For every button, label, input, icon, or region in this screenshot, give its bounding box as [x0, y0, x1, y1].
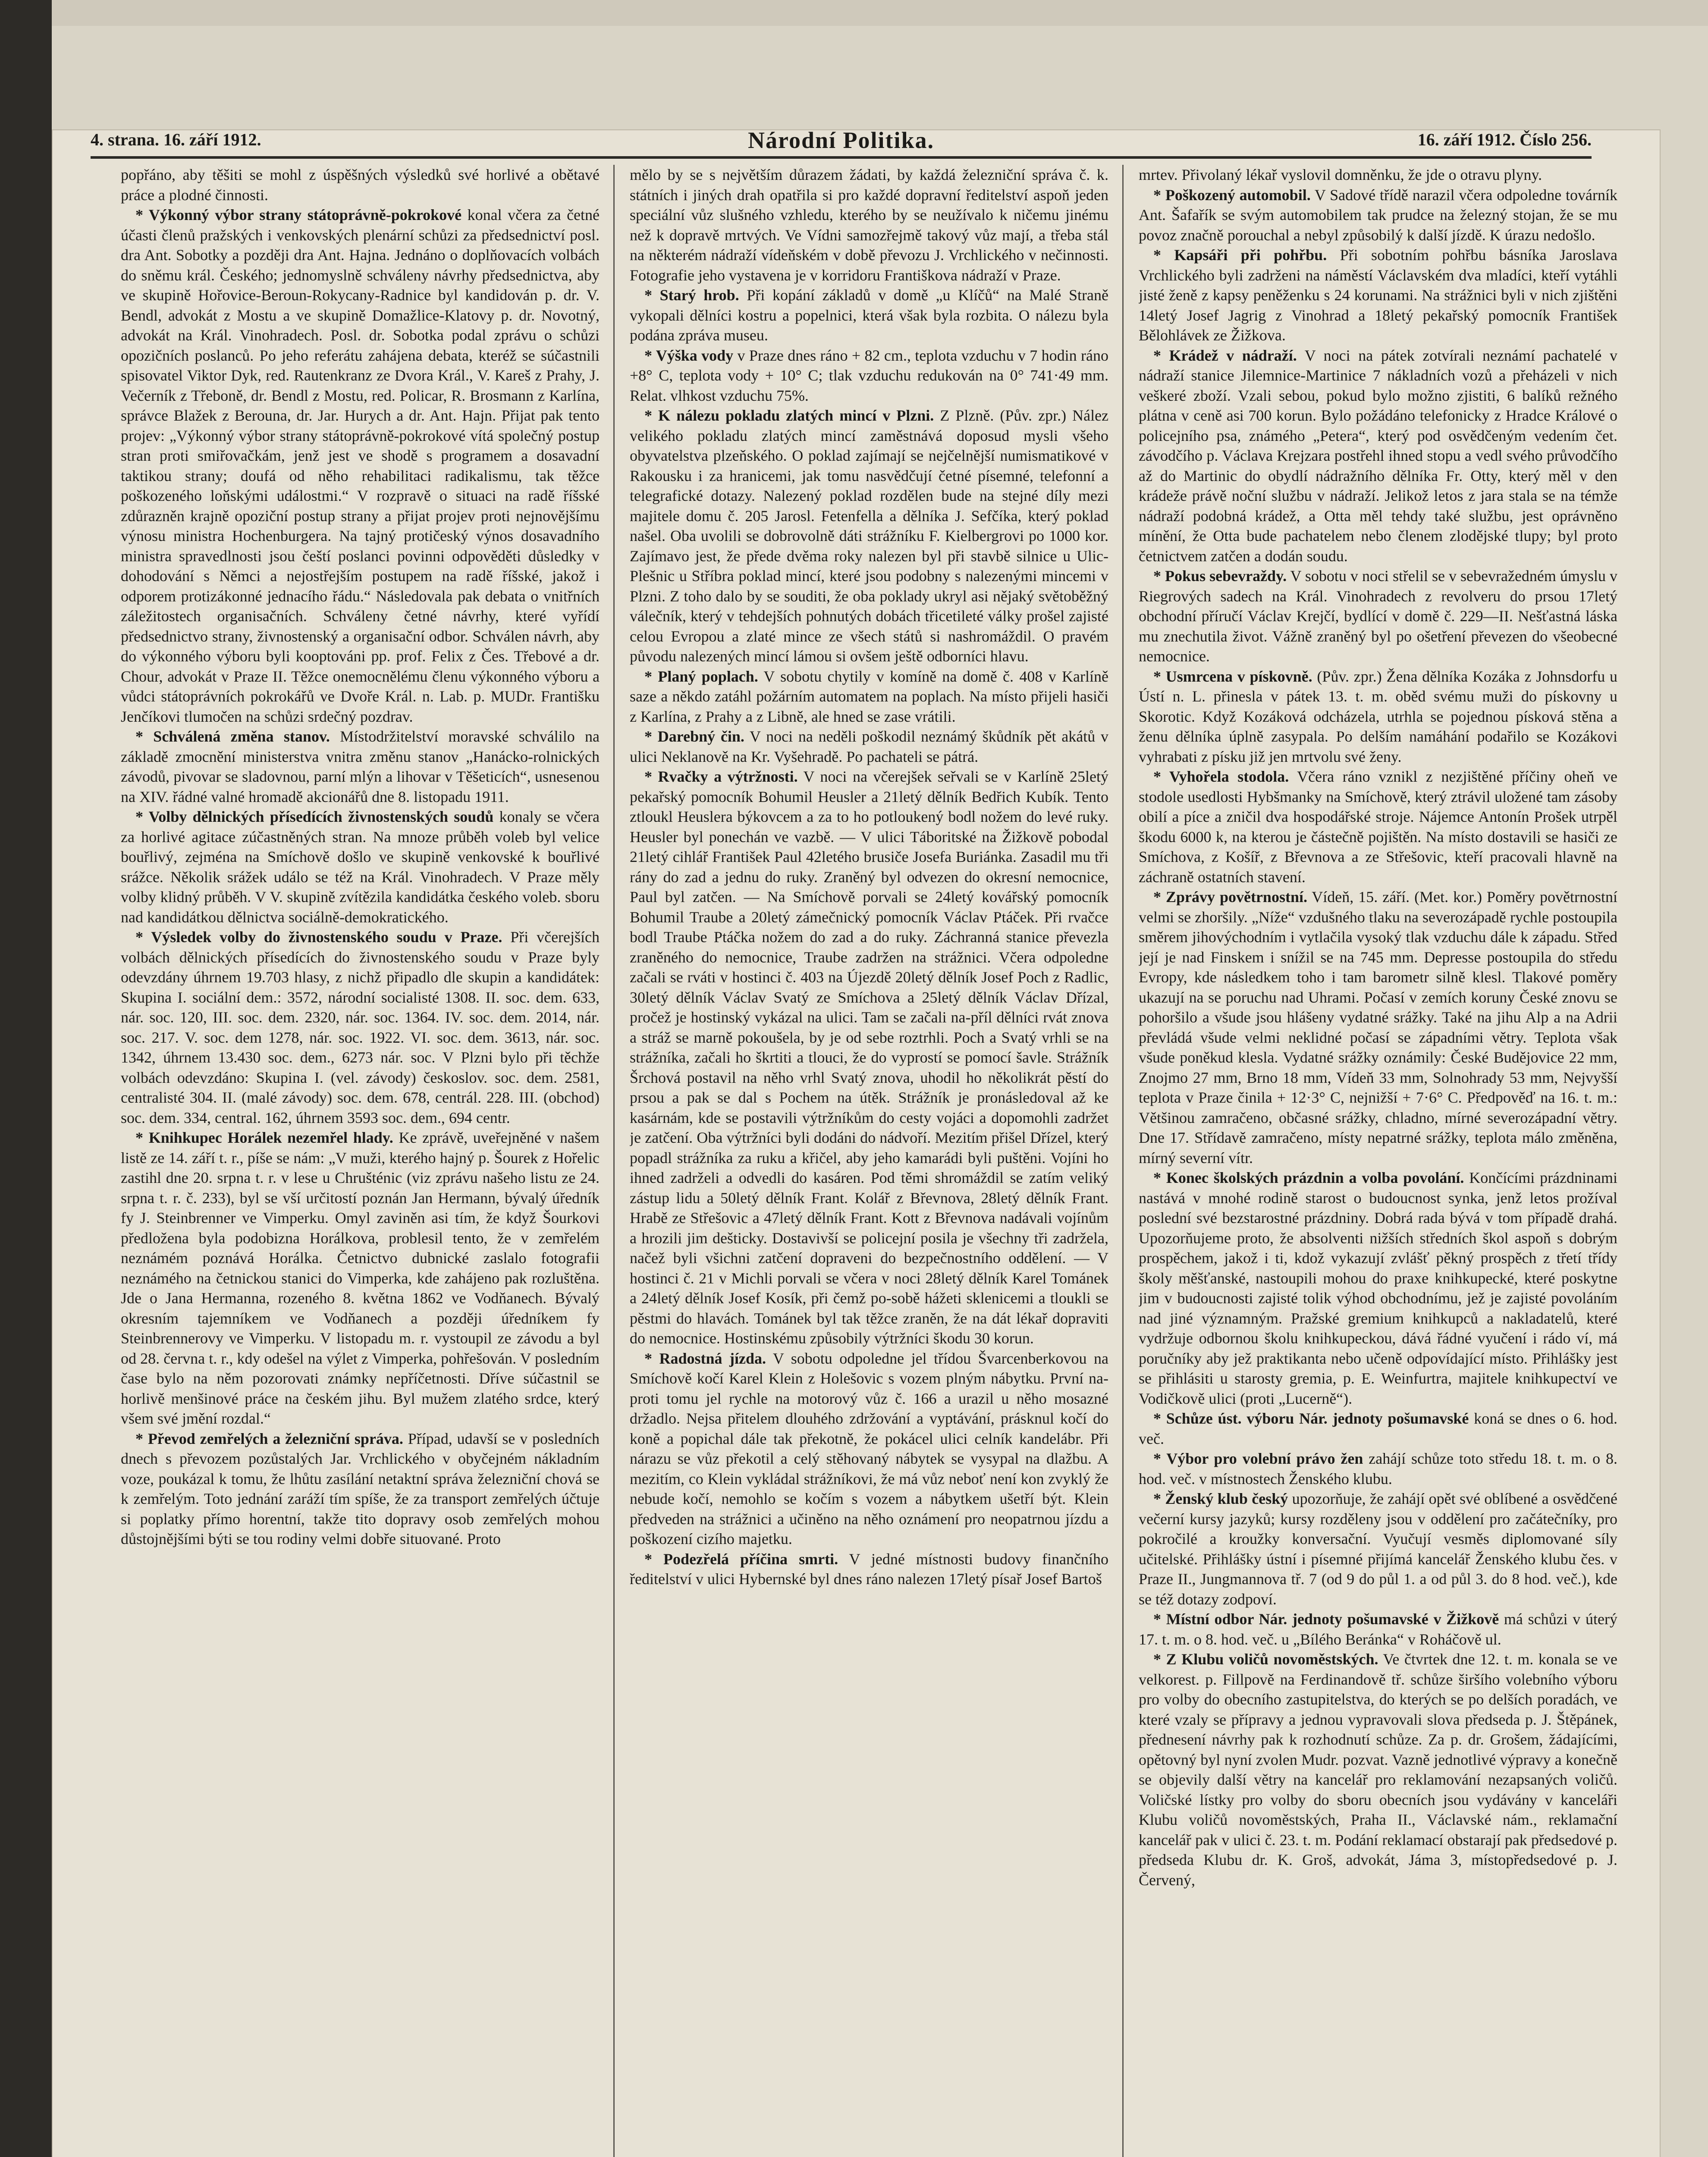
article-heading: * Knihkupec Horálek nezemřel hlady.: [135, 1129, 393, 1146]
article-body: Místodržitelství moravské schválilo na základě zmocnění ministerstva vnitra změnu stanov „Hanácko-rolnických závodů, pivovar se sladovnou, parní mlýn a lihovar v Těšeticích“, usnesenou na XIV. řádné valné hromadě akcionářů dne 8. listopadu 1911.: [121, 728, 600, 805]
article-body: (Pův. zpr.) Žena dělníka Kozáka z Johnsdorfu u Ústí n. L. přinesla v pátek 13. t. m. oběd svému muži do pískovny u Skorotic. Když Kozáková odcházela, utrhla se pojednou písková stěna a ženu dělníka úplně zasypala. Po delším namáhání podařilo se Kozákovi vyhrabati z písku již jen mrtvolu své ženy.: [1139, 667, 1617, 765]
article-heading: * Schůze úst. výboru Nár. jednoty pošumavské: [1153, 1410, 1469, 1427]
scan-margin-top: [0, 0, 1708, 26]
article-body: konal včera za četné účasti členů pražských i venkovských plenární schůzi za předsednictví posl. dra Ant. Sobotky a později dra Ant. Hajna. Jednáno o doplňovacích volbách do sněmu král. Českého; jednomyslně schváleny návrhy předsednictva, aby ve skupině Hořovice-Beroun-Rokycany-Radnice byl kandidován p. dr. V. Bendl, advokát z Mostu a ve skupině Domažlice-Klatovy p. dr. Novotný, advokát na Král. Vinohradech. Posl. dr. Sobotka podal zprávu o schůzi opozičních poslanců. Po jeho referátu zahájena debata, kteréž se súčastnili spisovatel Viktor Dyk, red. Rautenkranz ze Dvora Král., V. Kareš z Prahy, J. Večerník z Třeboně, dr. Bendl z Mostu, red. Policar, R. Brosmann z Karlína, správce Blažek z Berouna, dr. Jar. Hurych a dr. Ant. Hajn. Přijat pak tento projev: „Výkonný výbor strany státoprávně-pokrokové vítá společný postup stran proti smiřovačkám, jenž jest ve shodě s programem a dosavadní taktikou strany; doufá od něho rehabilitaci radikalismu, tak těžce poškozeného loňskými událostmi.“ V rozpravě o situaci na radě říšské zdůrazněn krajně opoziční postup strany a přijat projev proti nejnovějšímu výnosu ministra Hochenburgera. Na tajný protičeský výnos dosavadního ministra spravedlnosti jsou čeští poslanci povinni odpověděti důsledky v dohodování s Němci a nejostřejším postupem na radě říšské, jakož i odporem protizákonné jednacího řádu.“ Následovala pak debata o vnitřních záležitostech organisačních. Schváleny četné návrhy, které vyřídí předsednictvo strany, živnostenský a organisační odbor. Schválen návrh, aby do výkonného výboru byli kooptováni pp. prof. Felix z Čes. Třebové a dr. Chour, advokát v Praze II. Těžce onemocnělému členu výkonného výboru a vůdci státoprávních pokrokářů ve Dvoře Král. n. Lab. p. MUDr. Františku Jenčíkovi tlumočen na schůzi srdečný pozdrav.: [121, 206, 600, 725]
column-rule: [1122, 165, 1124, 2157]
article: [630, 767, 1108, 1349]
article: [1139, 346, 1617, 566]
article-body: Končícími prázdninami nastává v mnohé rodině starost o budoucnost synka, jenž letos prožíval poslední své bezstarostné prázdniny. Dobrá rada bývá v tom případě drahá. Upozorňujeme proto, že absolventi nižších středních škol aspoň s dobrým prospěchem, jakož i ti, kdož vykazují zvlášť pěkný prospěch z třetí třídy školy měšťanské, nastoupili mohou do praxe knihkupecké, které poskytne jim v budoucnosti zajisté tolik výhod obchodnímu, jež je zajisté povoláním nad jiné významným. Pražské gremium knihkupců a nakladatelů, které vydržuje odbornou školu knihkupeckou, dává řádné vyučení i rádo ví, má poručníky aby jež praktikanta nebo učeně odpovídající místo. Přihlášky jest se přihlásiti u starosty gremia, p. E. Weinfurtra, majitele knihkupectví ve Vodičkově ulici (proti „Lucerně“).: [1139, 1169, 1617, 1407]
article-body: koná se dnes o 6. hod. več.: [1139, 1410, 1617, 1447]
masthead: Národní Politika.: [747, 127, 935, 153]
article-heading: * Planý poplach.: [644, 667, 758, 685]
article-body: V noci na včerejšek seřvali se v Karlíně 25letý pekařský pomocník Bohumil Heusler a 21letý dělník Bedřich Kubík. Tento ztloukl Heuslera býkovcem a za to ho potloukený bodl nožem do levé ruky. Heusler byl ponechán ve vazbě. — V ulici Táboritské na Žižkově pobodal 21letý cihlář František Paul 42letého brusiče Josefa Buriánka. Zasadil mu tři rány do zad a jednu do ruky. Zraněný byl odvezen do okresní nemocnice, Paul byl zatčen. — Na Smíchově porvali se 24letý kovářský pomocník Bohumil Traube a 20letý zámečnický pomocník Václav Ptáček. Při rvačce bodl Traube Ptáčka nožem do zad a do ruky. Záchranná stanice převezla zraněného do nemocnice, Traube zadržen na strážnici. Včera odpoledne začali se rváti v hostinci č. 403 na Újezdě 20letý dělník Josef Poch z Radlic, 30letý dělník Václav Svatý ze Smíchova a 25letý dělník Václav Dřízal, pročež je hostinský vykázal na ulici. Tam se začali na-příl dělníci rvát znova a stráž se marně pokoušela, by je od sebe roztrhli. Poch a Svatý vrhli se na strážníka, začali ho škrtiti a tlouci, že do vyprostí se pomocí šavle. Strážník Šrchová postavil na něho vrhl Svatý znova, uhodil ho několikrát pěstí do prsou a pak se dal s Pochem na útěk. Strážník je pronásledoval až ke kasárnám, kde se postavili výtržníkům do cesty vojáci a dopomohli zadržet je zatčení. Oba výtržníci byli dodáni do nádvoří. Mezitím přišel Dřízel, který popadl strážníka za ruku a křičel, aby jeho kamarádi byli puštěni. Vojíni ho ihned zadrželi a odvedli do kasáren. Pod těmi shromáždil se zatím veliký zástup lidu a 50letý dělník Frant. Kolář z Břevnova, 28letý dělník Frant. Hrabě ze Střešovic a 47letý dělník Frant. Kott z Břevnova nadávali vojínům a hrozili jim dešticky. Dostavivší se policejní posila je všechny tři zadržela, načež byli všichni zatčení dopraveni do bezpečnostního oddělení. — V hostinci č. 21 v Michli porvali se včera v noci 28letý dělník Karel Tománek a 24letý dělník Josef Kosík, při čemž po-sobě hážeti sklenicemi a tloukli se pěstmi do hlavách. Tománek byl tak těžce zraněn, že na dát lékař dopraviti do nemocnice. Hostinskému způsobily výtržníci škodu 30 korun.: [630, 768, 1108, 1347]
article-body: upozorňuje, že zahájí opět své oblíbené a osvědčené večerní kursy jazyků; kursy rozděleny jsou v oddělení pro začátečníky, pro pokročilé a kroužky konversační. Vyučují vesměs diplomované síly učitelské. Přihlášky ústní i písemné přijímá kancelář Ženského klubu čes. v Praze II., Jungmannova tř. 7 (od 9 do půl 1. a od půl 3. do 8 hod. več.), kde se též dotazy zodpoví.: [1139, 1490, 1617, 1608]
article: [1139, 1649, 1617, 1890]
article: [121, 807, 600, 927]
article: [630, 726, 1108, 767]
article-body: Včera ráno vznikl z nezjištěné příčiny oheň ve stodole usedlosti Hybšmanky na Smíchově, který ztrávil uložené tam zásoby obilí a píce a zničil dva hospodářské stroje. Nájemce Antonín Prošek utrpěl škodu 6000 k, na kterou je částečně pojištěn. Na místo dostavili se hasiči ze Smíchova, z Košíř, z Břevnova a ze Střešovic, kteří pracovali hlavně na záchraně ostatních stavení.: [1139, 768, 1617, 886]
paragraph: mělo by se s největším důrazem žádati, by každá železniční správa č. k. státních i jiných drah opatřila si pro každé dopravní ředitelství aspoň jeden speciální vůz slušného vzhledu, kterého by se neužívalo k ničemu jinému než k dopravě mrtvých. Ve Vídni samozřejmě takový vůz mají, a třeba stál na některém nádraží vídeňském v době převozu J. Vrchlického v nečinnosti. Fotografie jeho vystavena je v korridoru Františkova nádraží v Praze.: [630, 166, 1108, 284]
article-body: Vídeň, 15. září. (Met. kor.) Poměry povětrnostní velmi se zhoršily. „Níže“ vzdušného tlaku na severozápadě rychle postoupila směrem jihovýchodním i vytlačila vysoký tlak vzduchu dále k západu. Střed její je nad Finskem i snížil se na 745 mm. Depresse postoupila do středu Evropy, kde následkem toho i tam barometr silně klesl. Tlakové poměry ukazují na se poruchu nad Uhrami. Počasí v zemích koruny České znovu se pohoršilo a všude jsou hlášeny vydatné srážky. Také na jihu Alp a na Adrii převládá všude velmi neklidné počasí se západními větry. Teplota však všude poněkud klesla. Vydatné srážky oznámily: České Budějovice 22 mm, Znojmo 27 mm, Brno 18 mm, Vídeň 33 mm, Solnohrady 53 mm, Nejvyšší teplota v Praze činila + 12·3° C, nejnižší + 7·6° C. Předpověď na 16. t. m.: Většinou zamračeno, občasné srážky, chladno, mírné severozápadní větry. Dne 17. Střídavě zamračeno, místy nepatrné srážky, teplota málo změněna, mírný severní vítr.: [1139, 888, 1617, 1167]
article: [121, 1128, 600, 1429]
article: [1139, 1168, 1617, 1409]
article-heading: * Převod zemřelých a železniční správa.: [135, 1430, 403, 1447]
paragraph: popřáno, aby těšiti se mohl z úspěšných výsledků své horlivé a obětavé práce a plodné činnosti.: [121, 166, 600, 204]
article-heading: * Krádež v nádraží.: [1153, 346, 1297, 364]
article-body: V sobotu v noci střelil se v sebevražedném úmyslu v Riegrových sadech na Král. Vinohradech z revolveru do prsou 17letý obchodní příručí Václav Krejčí, bydlící v domě č. 229—II. Nešťastná láska mu znechutila život. Vážně zraněný byl po ošetření převezen do všeobecné nemocnice.: [1139, 567, 1617, 665]
article: [630, 1349, 1108, 1549]
page-header: [91, 129, 1592, 155]
article-heading: * Pokus sebevraždy.: [1153, 567, 1287, 585]
article: [630, 285, 1108, 346]
article-body: má schůzi v úterý 17. t. m. o 8. hod. več. u „Bílého Beránka“ v Roháčově ul.: [1139, 1610, 1617, 1648]
article-body: Případ, udavší se v posledních dnech s převozem pozůstalých Jar. Vrchlického v obyčejném nákladním voze, poukázal k tomu, že lhůtu zasílání netaktní správa železniční chová se k zemřelým. Toto jednání zaráží tím spíše, že za transport zemřelých účtuje si poplatky přímo horentní, takže tito dopravy osob zemřelých mohou důstojnějšími býti se tou rodiny velmi dobře situované. Proto: [121, 1430, 600, 1547]
article: [1139, 566, 1617, 667]
scan-margin-left: [0, 0, 52, 2157]
article: [121, 726, 600, 807]
article: [1139, 887, 1617, 1168]
article: [630, 667, 1108, 727]
article-body: konaly se včera za horlivé agitace zúčastněných stran. Na mnoze průběh voleb byl velice bouřlivý, zejména na Smíchově došlo ve skupině venkovské k bouřlivé srážce. Několik srážek událo se též na Král. Vinohradech. V Praze měly volby klidný průběh. V V. skupině zvítězila kandidátka českého voleb. sboru nad kandidátkou dělnictva sociálně-demokratického.: [121, 808, 600, 926]
article-heading: * Usmrcena v pískovně.: [1153, 667, 1312, 685]
article-heading: * Místní odbor Nár. jednoty pošumavské v Žižkově: [1153, 1610, 1499, 1628]
article-heading: * K nálezu pokladu zlatých mincí v Plzni.: [644, 407, 934, 424]
article-body: V Sadové třídě narazil včera odpoledne továrník Ant. Šafařík se svým automobilem tak prudce na železný stojan, že se mu povoz značně porouchal a nebyl způsobilý k další jízdě. K úrazu nedošlo.: [1139, 186, 1617, 244]
header-rule: [91, 156, 1592, 159]
article-heading: * Darebný čin.: [644, 728, 744, 745]
article-body: Z Plzně. (Pův. zpr.) Nález velikého pokladu zlatých mincí zaměstnává doposud mysli všeho obyvatelstva plzeňského. O poklad zajímají se nejčelnější numismatikové v Rakousku i za hranicemi, jak tomu nasvědčují četné písemné, telefonní a telegrafické dotazy. Nalezený poklad rozdělen bude na stejné díly mezi majitele domu č. 205 Jarosl. Fetenfella a dělníka J. Sefčíka, který poklad našel. Oba uvolili se dobrovolně dáti strážníku F. Kielbergrovi po 1000 kor. Zajímavo jest, že přede dvěma roky nalezen byl při stavbě silnice u Ulic-Plešnic u Stříbra poklad mincí, které jsou podobny s nalezenými mincemi v Plzni. Z toho dalo by se souditi, že oba poklady ukryl asi nějaký světoběžný válečník, který v tehdejších pohnutých dobách třicetileté války prošel zajisté celou Evropou a zlaté mince ze všech států si nashromáždil. O pravém původu nalezených mincí lámou si ovšem ještě odborníci hlavu.: [630, 407, 1108, 665]
article-heading: * Ženský klub český: [1153, 1490, 1288, 1507]
article-heading: * Rvačky a výtržnosti.: [644, 768, 798, 785]
article: [1139, 185, 1617, 245]
paragraph: mrtev. Přivolaný lékař vyslovil domněnku, že jde o otravu plyny.: [1139, 166, 1542, 183]
article-body: v Praze dnes ráno + 82 cm., teplota vzduchu v 7 hodin ráno +8° C, teplota vody + 10° C; tlak vzduchu redukován na 0° 741·49 mm. Relat. vlhkost vzduchu 75%.: [630, 346, 1108, 404]
article-heading: * Z Klubu voličů novoměstských.: [1153, 1651, 1378, 1668]
article-heading: * Podezřelá příčina smrti.: [644, 1550, 838, 1568]
article: [1139, 1409, 1617, 1449]
column-1: [121, 165, 600, 2157]
article-heading: * Kapsáři při pohřbu.: [1153, 246, 1327, 264]
article-heading: * Volby dělnických přísedících živnostenských soudů: [135, 808, 494, 825]
article-heading: * Výsledek volby do živnostenského soudu v Praze.: [135, 928, 502, 946]
article: [1139, 1489, 1617, 1609]
article: [1139, 667, 1617, 767]
article-body: Ve čtvrtek dne 12. t. m. konala se ve velkorest. p. Fillpově na Ferdinandově tř. schůze širšího volebního výboru pro volby do obecního zastupitelstva, do kterých se po delších poradách, ve které vzaly se přípravy a jednou vypravovali slova předseda p. J. Štěpánek, přednesení návrhy pak k rozhodnutí schůze. Za p. dr. Grošem, žádajícími, opětovný byl nyní zvolen Mudr. pozvat. Vazně jednotlivé výpravy a konečně se objevily další větry na kancelář pro reklamování nezapsaných voličů. Voličské lístky pro volby do sboru obecních jsou vydávány v kanceláři Klubu voličů novoměstských, Praha II., Václavské nám., reklamační kancelář pak v ulici č. 23. t. m. Podání reklamací obstarají pak předsedové p. předseda Klubu dr. K. Groš, advokát, Jáma 3, místopředsedové p. J. Červený,: [1139, 1651, 1617, 1889]
article: [121, 205, 600, 726]
article: [1139, 767, 1617, 887]
article-body: Při sobotním pohřbu básníka Jaroslava Vrchlického byli zadrženi na náměstí Václavském dva mladíci, kteří vytáhli jisté ženě z kapsy peněženku s 24 korunami. Na strážnici byli v nich zjištěni 14letý Josef Jagrig z Vinohrad a 18letý pekařský pomocník František Bělohlávek ze Žižkova.: [1139, 246, 1617, 344]
header-right: 16. září 1912. Číslo 256.: [1417, 130, 1592, 149]
header-left: 4. strana. 16. září 1912.: [91, 130, 261, 149]
article: [121, 927, 600, 1128]
article-heading: * Vyhořela stodola.: [1153, 768, 1289, 785]
article-body: Ke zprávě, uveřejněné v našem listě ze 14. září t. r., píše se nám: „V muži, kterého hajný p. Šourek z Hořelic zastihl dne 20. srpna t. r. v lese u Chrušténic (viz zprávu našeho listu ze 24. srpna t. r. č. 233), byl se vší určitostí poznán Jan Hermann, bývalý úředník fy J. Steinbrenner ve Vimperku. Omyl zaviněn asi tím, že když Šourkovi předložena byla podobizna Horálkova, problesil tento, že v zemřelém neznámém poznává Horálka. Četnictvo dubnické zaslalo fotografii neznámého na četnickou stanici do Vimperka, kde zahájeno pak rozluštěna. Jde o Jana Hermanna, rozeného 8. května 1862 ve Vodňanech. Bývalý okresním tajemníkem ve Vodňanech a později úředníkem fy Steinbrennerovy ve Vimperku. V listopadu m. r. vystoupil ze závodu a byl od 28. června t. r., kdy odešel na výlet z Vimperka, pohřešován. V posledním čase bylo na něm pozorovati známky nepříčetnosti. Dříve súčastnil se horlivě menšinové práce na českém jihu. Byl mužem zlatého srdce, který všem své jmění rozdal.“: [121, 1129, 600, 1427]
article-body: V jedné místnosti budovy finančního ředitelství v ulici Hybernské byl dnes ráno nalezen 17letý písař Josef Bartoš: [630, 1550, 1108, 1588]
article-body: V noci na pátek zotvírali neznámí pachatelé v nádraží stanice Jilemnice-Martinice 7 nákladních vozů a přeházeli v nich veškeré zboží. Vzali sebou, pokud bylo možno zjistiti, 6 balíků režného plátna v ceně asi 700 korun. Bylo požádáno telefonicky z Hradce Králové o policejního psa, známého „Petera“, který pod osvědčeným vedením čet. závodčího p. Václava Krejzara postřehl ihned stopu a vedl svého průvodčího až do Martinic do obydlí nádražního dělníka Fr. Otty, který měl v den krádeže právě noční službu v nádraží. Jelikož letos z jara stala se na témže nádraží podobná krádež, a Otta měl tehdy také službu, jest oprávněno mínění, že Otta bude pachatelem nebo členem zlodějské tlupy; byl proto četnictvem zatčen a dodán soudu.: [1139, 346, 1617, 565]
article-body: V sobotu odpoledne jel třídou Švarcenberkovou na Smíchově kočí Karel Klein z Holešovic s vozem plným nábytku. První na-proti tomu jel rychle na motorový vůz č. 166 a urazil u něho mosazné držadlo. Nejsa přitelem dlouhého zdržování a vyptávání, prásknul kočí do koně a popichal dále tak překotně, že pokácel ulici celník kandelábr. Při nárazu se vůz překotil a celý stěhovaný nábytek se vysypal na dlažbu. A mezitím, co Klein vykládal strážníkovi, že má vůz neboť není kon zvyklý že nebude kočí, nemohlo se kočím s vozem a nábytkem ušetří být. Klein předveden na strážnici a učiněno na něho oznámení pro neopatrnou jízdu a poškození cizího majetku.: [630, 1349, 1108, 1547]
article: [1139, 1449, 1617, 1489]
article-body: Při kopání základů v domě „u Klíčů“ na Malé Straně vykopali dělníci kostru a popelnici, která však byla rozbita. O nálezu byla podána zpráva museu.: [630, 286, 1108, 344]
column-rule: [613, 165, 615, 2157]
article-heading: * Výbor pro volební právo žen: [1153, 1450, 1363, 1467]
article-heading: * Zprávy povětrnostní.: [1153, 888, 1307, 906]
article: [1139, 245, 1617, 346]
article-body: V noci na neděli poškodil neznámý škůdník pět akátů v ulici Neklanově na Kr. Vyšehradě. Po pachateli se pátrá.: [630, 728, 1108, 765]
article: [121, 1429, 600, 1549]
article-body: V sobotu chytily v komíně na domě č. 408 v Karlíně saze a někdo zatáhl požárním automatem na poplach. Na místo přijeli hasiči z Karlína, z Prahy a z Libně, ale hned se zase vrátili.: [630, 667, 1108, 725]
article-heading: * Výkonný výbor strany státoprávně-pokrokové: [135, 206, 462, 223]
article-body: Při včerejších volbách dělnických přísedících do živnostenského soudu v Praze byly odevzdány úhrnem 19.703 hlasy, z nichž připadlo dle skupin a kandidátek: Skupina I. sociální dem.: 3572, národní socialisté 1308. II. soc. dem. 633, nár. soc. 120, III. soc. dem. 2320, nár. soc. 1364. IV. soc. dem. 2014, nár. soc. 217. V. soc. dem 1278, nár. soc. 1922. VI. soc. dem. 3613, nár. soc. 1342, úhrnem 13.430 soc. dem., 6273 nár. soc. V Plzni bylo při těchže volbách odevzdáno: Skupina I. (vel. závody) českoslov. soc. dem. 2581, centralisté 304. II. (malé závody) soc. dem. 678, centrál. 228. III. (obchod) soc. dem. 334, central. 162, úhrnem 3593 soc. dem., 694 centr.: [121, 928, 600, 1126]
article-heading: * Starý hrob.: [644, 286, 739, 304]
column-2: [630, 165, 1108, 2157]
article-heading: * Schválená změna stanov.: [135, 728, 330, 745]
article: [630, 346, 1108, 406]
article-heading: * Radostná jízda.: [644, 1349, 766, 1367]
article-heading: * Výška vody: [644, 346, 734, 364]
article: [630, 1549, 1108, 1589]
article-body: zahájí schůze toto středu 18. t. m. o 8. hod. več. v místnostech Ženského klubu.: [1139, 1450, 1617, 1487]
article-heading: * Konec školských prázdnin a volba povolání.: [1153, 1169, 1464, 1186]
column-3: [1139, 165, 1617, 2157]
article: [1139, 1609, 1617, 1649]
article-heading: * Poškozený automobil.: [1153, 186, 1311, 204]
article: [630, 406, 1108, 667]
